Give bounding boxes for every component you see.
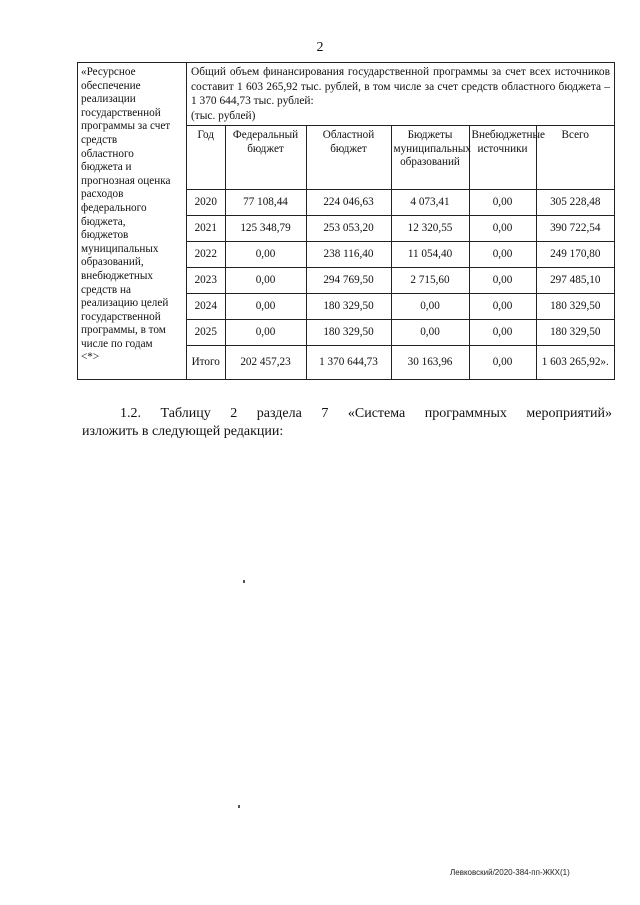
label-line: средств на [81, 283, 131, 296]
label-line: государственной [81, 310, 161, 323]
total-cell: 390 722,54 [536, 216, 614, 242]
grand-total: 1 603 265,92». [536, 346, 614, 380]
label-line: бюджетов [81, 229, 129, 242]
regional-cell: 180 329,50 [306, 294, 391, 320]
municipal-cell: 4 073,41 [391, 190, 469, 216]
unit-note: (тыс. рублей) [191, 109, 256, 122]
municipal-cell: 0,00 [391, 320, 469, 346]
total-cell: 297 485,10 [536, 268, 614, 294]
total-row [187, 346, 614, 380]
municipal-cell: 2 715,60 [391, 268, 469, 294]
label-line: расходов [81, 188, 124, 201]
table-row [187, 320, 614, 346]
label-line: обеспечение [81, 79, 141, 92]
federal-cell: 0,00 [225, 268, 306, 294]
column-header: Областной бюджет [306, 126, 391, 190]
label-line: муниципальных [81, 242, 159, 255]
paragraph-line-1: 1.2. Таблицу 2 раздела 7 «Система программных мероприятий» [120, 406, 612, 421]
label-line: областного [81, 147, 134, 160]
extrabudgetary-cell: 0,00 [469, 294, 536, 320]
label-line: бюджета и [81, 161, 132, 174]
federal-cell: 125 348,79 [225, 216, 306, 242]
label-line: образований, [81, 256, 144, 269]
label-line: числе по годам [81, 337, 153, 350]
year-cell: 2023 [187, 268, 225, 294]
label-line: внебюджетных [81, 269, 153, 282]
table-row [187, 242, 614, 268]
column-header: Всего [536, 126, 614, 190]
municipal-cell: 11 054,40 [391, 242, 469, 268]
regional-cell: 294 769,50 [306, 268, 391, 294]
label-line: бюджета, [81, 215, 126, 228]
column-header: Бюджеты муниципальных образований [391, 126, 469, 190]
total-cell: 180 329,50 [536, 320, 614, 346]
total-cell: 249 170,80 [536, 242, 614, 268]
regional-cell: 180 329,50 [306, 320, 391, 346]
extrabudgetary-cell: 0,00 [469, 190, 536, 216]
regional-cell: 224 046,63 [306, 190, 391, 216]
label-line: <*> [81, 351, 100, 364]
table-row [187, 268, 614, 294]
total-cell: 180 329,50 [536, 294, 614, 320]
year-cell: 2020 [187, 190, 225, 216]
year-cell: 2025 [187, 320, 225, 346]
extrabudgetary-cell: 0,00 [469, 242, 536, 268]
funding-summary [191, 65, 610, 123]
label-line: программы за счет [81, 120, 171, 133]
regional-cell: 238 116,40 [306, 242, 391, 268]
federal-cell: 0,00 [225, 320, 306, 346]
column-header: Год [187, 126, 225, 190]
table-row [187, 216, 614, 242]
document-reference: Левковский/2020-384-пп-ЖКХ(1) [450, 868, 570, 877]
funding-details [187, 63, 615, 380]
paragraph-line-2: изложить в следующей редакции: [82, 424, 284, 439]
municipal-total: 30 163,96 [391, 346, 469, 380]
extrabudgetary-cell: 0,00 [469, 268, 536, 294]
table-row [187, 190, 614, 216]
label-line: федерального [81, 201, 147, 214]
label-line: прогнозная оценка [81, 174, 171, 187]
regional-cell: 253 053,20 [306, 216, 391, 242]
column-header: Внебюджетные источники [469, 126, 536, 190]
total-label: Итого [187, 346, 225, 380]
amendment-paragraph [82, 405, 612, 441]
label-line: «Ресурсное [81, 66, 136, 78]
label-line: программы, в том [81, 324, 166, 337]
year-cell: 2022 [187, 242, 225, 268]
budget-by-year-table [187, 125, 614, 379]
column-header: Федеральный бюджет [225, 126, 306, 190]
funding-table [77, 62, 615, 380]
year-cell: 2024 [187, 294, 225, 320]
municipal-cell: 0,00 [391, 294, 469, 320]
label-line: реализации [81, 93, 136, 106]
municipal-cell: 12 320,55 [391, 216, 469, 242]
label-line: государственной [81, 106, 161, 119]
program-section-label [78, 63, 187, 380]
federal-cell: 77 108,44 [225, 190, 306, 216]
scan-speck [238, 805, 240, 808]
regional-total: 1 370 644,73 [306, 346, 391, 380]
extrabudgetary-total: 0,00 [469, 346, 536, 380]
federal-total: 202 457,23 [225, 346, 306, 380]
table-header-row [187, 126, 614, 190]
page-number: 2 [316, 40, 324, 55]
scan-speck [243, 580, 245, 583]
extrabudgetary-cell: 0,00 [469, 216, 536, 242]
label-line: реализацию целей [81, 297, 169, 310]
table-row [187, 294, 614, 320]
federal-cell: 0,00 [225, 242, 306, 268]
federal-cell: 0,00 [225, 294, 306, 320]
total-cell: 305 228,48 [536, 190, 614, 216]
summary-text: Общий объем финансирования государственной программы за счет всех источников составит 1 603 265,92 тыс. рублей, в том числе за счет средств областного бюджета – 1 370 644,73 тыс. рублей: [191, 66, 610, 108]
year-cell: 2021 [187, 216, 225, 242]
label-line: средств [81, 133, 118, 146]
extrabudgetary-cell: 0,00 [469, 320, 536, 346]
